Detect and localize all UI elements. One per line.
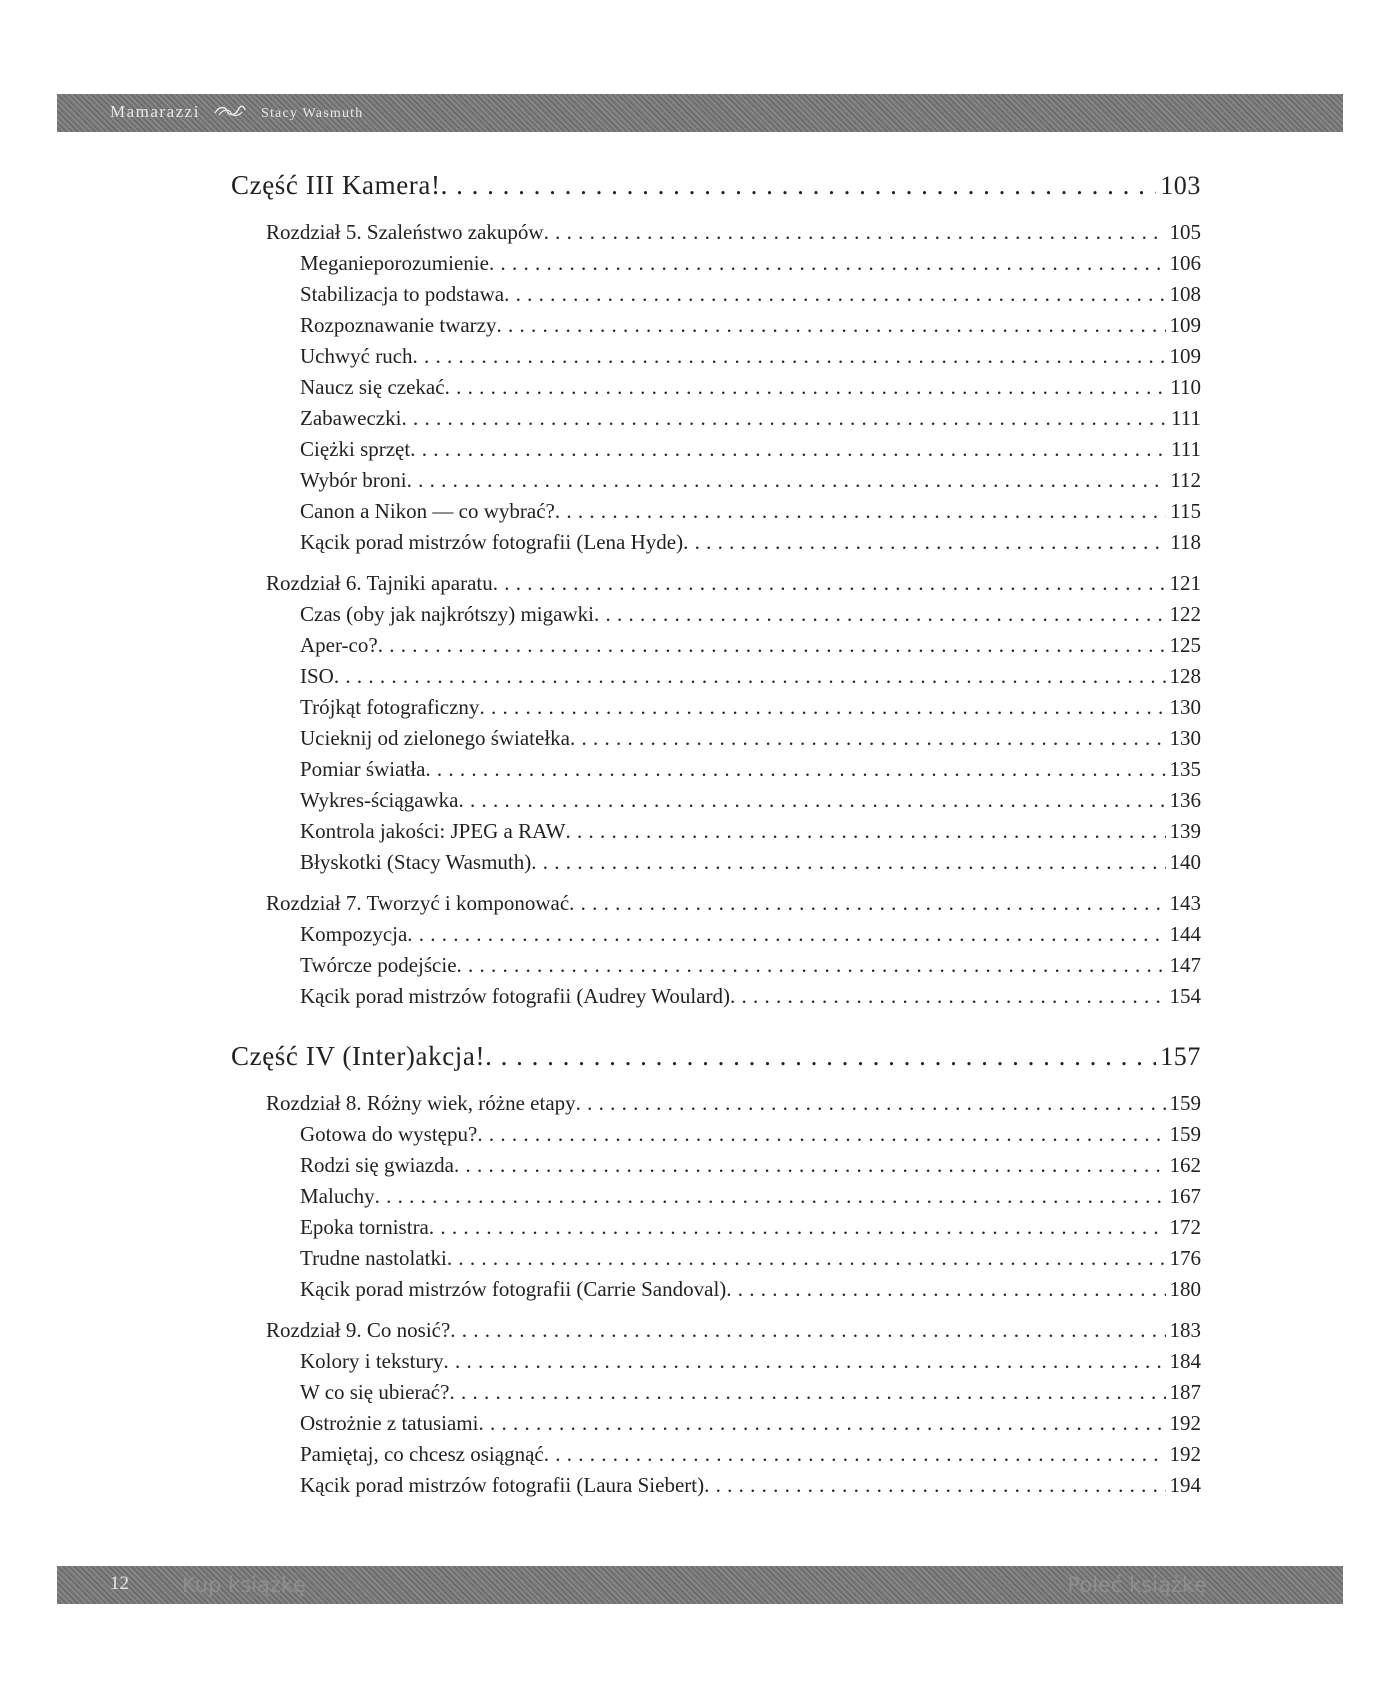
toc-part-entry[interactable] bbox=[231, 170, 1201, 214]
toc-section-entry-page-number: 162 bbox=[1169, 1153, 1201, 1177]
toc-section-entry-page-number: 176 bbox=[1169, 1246, 1201, 1270]
dot-leader bbox=[378, 633, 1166, 658]
dot-leader bbox=[449, 1380, 1165, 1405]
dot-leader bbox=[443, 1349, 1165, 1374]
toc-section-entry-page-number: 192 bbox=[1169, 1411, 1201, 1435]
dot-leader bbox=[447, 1246, 1166, 1271]
toc-section-entry[interactable] bbox=[231, 1153, 1201, 1184]
toc-chapter-entry[interactable] bbox=[231, 1091, 1201, 1122]
dot-leader bbox=[477, 1122, 1165, 1147]
toc-section-entry-page-number: 180 bbox=[1169, 1277, 1201, 1301]
toc-section-entry[interactable] bbox=[231, 1122, 1201, 1153]
dot-leader bbox=[459, 788, 1166, 813]
toc-part-entry-title: Część III Kamera! bbox=[231, 170, 441, 200]
toc-section-entry-title: Zabaweczki bbox=[300, 406, 402, 430]
toc-section-entry-page-number: 136 bbox=[1169, 788, 1201, 812]
toc-section-entry-title: Trójkąt fotograficzny bbox=[300, 695, 480, 719]
dot-leader bbox=[478, 1411, 1165, 1436]
toc-section-entry[interactable] bbox=[231, 251, 1201, 282]
dot-leader bbox=[425, 757, 1165, 782]
dot-leader bbox=[479, 695, 1165, 720]
toc-section-entry-title: Canon a Nikon — co wybrać? bbox=[300, 499, 555, 523]
dot-leader bbox=[726, 1277, 1165, 1302]
toc-section-entry-title: Epoka tornistra bbox=[300, 1215, 429, 1239]
toc-section-entry[interactable] bbox=[231, 819, 1201, 850]
toc-section-entry-page-number: 144 bbox=[1169, 922, 1201, 946]
dot-leader bbox=[441, 170, 1157, 201]
dot-leader bbox=[576, 1091, 1166, 1116]
toc-section-entry[interactable] bbox=[231, 1473, 1201, 1504]
toc-section-entry-page-number: 122 bbox=[1169, 602, 1201, 626]
dot-leader bbox=[445, 375, 1167, 400]
toc-section-entry-title: Czas (oby jak najkrótszy) migawki bbox=[300, 602, 594, 626]
toc-section-entry[interactable] bbox=[231, 633, 1201, 664]
toc-chapter-entry[interactable] bbox=[231, 571, 1201, 602]
toc-chapter-entry[interactable] bbox=[231, 1318, 1201, 1349]
buy-book-link[interactable]: Kup książkę bbox=[182, 1573, 306, 1597]
toc-section-entry-page-number: 130 bbox=[1169, 726, 1201, 750]
toc-section-entry-title: Kącik porad mistrzów fotografii (Lena Hyde) bbox=[300, 530, 684, 554]
toc-chapter-entry-title: Rozdział 7. Tworzyć i komponować bbox=[266, 891, 570, 915]
toc-chapter-entry-title: Rozdział 9. Co nosić? bbox=[266, 1318, 451, 1342]
toc-part-entry-page-number: 103 bbox=[1160, 171, 1201, 200]
toc-section-entry[interactable] bbox=[231, 344, 1201, 375]
toc-section-entry-title: W co się ubierać? bbox=[300, 1380, 450, 1404]
toc-section-entry[interactable] bbox=[231, 1380, 1201, 1411]
toc-section-entry-page-number: 109 bbox=[1169, 313, 1201, 337]
dot-leader bbox=[457, 953, 1166, 978]
toc-section-entry-title: Kontrola jakości: JPEG a RAW bbox=[300, 819, 566, 843]
toc-section-entry-title: Wybór broni bbox=[300, 468, 407, 492]
toc-section-entry-page-number: 115 bbox=[1170, 499, 1201, 523]
toc-section-entry[interactable] bbox=[231, 726, 1201, 757]
dot-leader bbox=[429, 1215, 1166, 1240]
page-footer bbox=[57, 1566, 1343, 1604]
toc-section-entry-page-number: 172 bbox=[1169, 1215, 1201, 1239]
toc-section-entry[interactable] bbox=[231, 406, 1201, 437]
author-name: Stacy Wasmuth bbox=[260, 106, 364, 121]
running-header bbox=[57, 94, 1343, 132]
toc-section-entry[interactable] bbox=[231, 313, 1201, 344]
toc-section-entry-title: Kolory i tekstury bbox=[300, 1349, 444, 1373]
toc-section-entry[interactable] bbox=[231, 1411, 1201, 1442]
toc-section-entry-page-number: 167 bbox=[1169, 1184, 1201, 1208]
toc-section-entry-title: Błyskotki (Stacy Wasmuth) bbox=[300, 850, 532, 874]
toc-section-entry-page-number: 140 bbox=[1169, 850, 1201, 874]
dot-leader bbox=[683, 530, 1166, 555]
dot-leader bbox=[413, 344, 1166, 369]
toc-section-entry[interactable] bbox=[231, 1215, 1201, 1246]
dot-leader bbox=[531, 850, 1165, 875]
recommend-book-link[interactable]: Poleć książkę bbox=[1067, 1573, 1207, 1597]
toc-section-entry[interactable] bbox=[231, 850, 1201, 881]
toc-section-entry-page-number: 184 bbox=[1169, 1349, 1201, 1373]
toc-section-entry-title: Maluchy bbox=[300, 1184, 375, 1208]
swirl-ornament-icon bbox=[213, 104, 247, 123]
table-of-contents bbox=[231, 170, 1201, 1504]
toc-section-entry[interactable] bbox=[231, 788, 1201, 819]
toc-section-entry-title: ISO bbox=[300, 664, 334, 688]
dot-leader bbox=[454, 1153, 1166, 1178]
book-title: Mamarazzi bbox=[110, 102, 200, 121]
toc-chapter-entry-page-number: 183 bbox=[1169, 1318, 1201, 1342]
toc-section-entry-page-number: 106 bbox=[1169, 251, 1201, 275]
toc-section-entry-title: Trudne nastolatki bbox=[300, 1246, 447, 1270]
toc-section-entry-title: Gotowa do występu? bbox=[300, 1122, 478, 1146]
toc-section-entry[interactable] bbox=[231, 922, 1201, 953]
dot-leader bbox=[555, 499, 1166, 524]
toc-chapter-entry-page-number: 159 bbox=[1169, 1091, 1201, 1115]
toc-chapter-entry-page-number: 143 bbox=[1169, 891, 1201, 915]
toc-section-entry-page-number: 194 bbox=[1169, 1473, 1201, 1497]
toc-section-entry[interactable] bbox=[231, 282, 1201, 313]
toc-section-entry-title: Kącik porad mistrzów fotografii (Laura Siebert) bbox=[300, 1473, 705, 1497]
toc-section-entry[interactable] bbox=[231, 1277, 1201, 1308]
toc-section-entry-page-number: 125 bbox=[1169, 633, 1201, 657]
toc-section-entry-page-number: 130 bbox=[1169, 695, 1201, 719]
toc-section-entry[interactable] bbox=[231, 437, 1201, 468]
dot-leader bbox=[401, 406, 1167, 431]
toc-section-entry-title: Uchwyć ruch bbox=[300, 344, 413, 368]
toc-section-entry-page-number: 135 bbox=[1169, 757, 1201, 781]
dot-leader bbox=[565, 819, 1165, 844]
toc-section-entry-title: Pomiar światła bbox=[300, 757, 426, 781]
toc-section-entry-title: Stabilizacja to podstawa bbox=[300, 282, 505, 306]
toc-chapter-entry-page-number: 121 bbox=[1169, 571, 1201, 595]
toc-section-entry-title: Aper-co? bbox=[300, 633, 378, 657]
dot-leader bbox=[407, 468, 1167, 493]
toc-section-entry-page-number: 110 bbox=[1170, 375, 1201, 399]
toc-section-entry-page-number: 111 bbox=[1171, 406, 1201, 430]
toc-section-entry-page-number: 187 bbox=[1169, 1380, 1201, 1404]
toc-section-entry-title: Ostrożnie z tatusiami bbox=[300, 1411, 479, 1435]
toc-part-entry[interactable] bbox=[231, 1041, 1201, 1085]
toc-section-entry[interactable] bbox=[231, 695, 1201, 726]
toc-chapter-entry[interactable] bbox=[231, 220, 1201, 251]
toc-section-entry-title: Ucieknij od zielonego światełka bbox=[300, 726, 570, 750]
toc-section-entry-page-number: 118 bbox=[1170, 530, 1201, 554]
dot-leader bbox=[570, 726, 1166, 751]
toc-chapter-entry-title: Rozdział 5. Szaleństwo zakupów bbox=[266, 220, 544, 244]
dot-leader bbox=[594, 602, 1166, 627]
toc-section-entry-page-number: 154 bbox=[1169, 984, 1201, 1008]
dot-leader bbox=[504, 282, 1165, 307]
dot-leader bbox=[410, 437, 1167, 462]
toc-part-entry-page-number: 157 bbox=[1160, 1042, 1201, 1071]
toc-section-entry[interactable] bbox=[231, 1184, 1201, 1215]
toc-section-entry[interactable] bbox=[231, 984, 1201, 1015]
dot-leader bbox=[704, 1473, 1165, 1498]
toc-section-entry-title: Pamiętaj, co chcesz osiągnąć bbox=[300, 1442, 544, 1466]
toc-section-entry-title: Rozpoznawanie twarzy bbox=[300, 313, 497, 337]
dot-leader bbox=[569, 891, 1165, 916]
dot-leader bbox=[544, 220, 1166, 245]
toc-section-entry[interactable] bbox=[231, 468, 1201, 499]
toc-section-entry-title: Kącik porad mistrzów fotografii (Carrie Sandoval) bbox=[300, 1277, 727, 1301]
toc-section-entry-title: Kącik porad mistrzów fotografii (Audrey Woulard) bbox=[300, 984, 731, 1008]
toc-section-entry[interactable] bbox=[231, 602, 1201, 633]
toc-chapter-entry-title: Rozdział 6. Tajniki aparatu bbox=[266, 571, 493, 595]
toc-section-entry[interactable] bbox=[231, 499, 1201, 530]
dot-leader bbox=[544, 1442, 1166, 1467]
toc-chapter-entry-page-number: 105 bbox=[1169, 220, 1201, 244]
toc-section-entry-page-number: 111 bbox=[1171, 437, 1201, 461]
toc-section-entry-page-number: 192 bbox=[1169, 1442, 1201, 1466]
toc-section-entry-page-number: 108 bbox=[1169, 282, 1201, 306]
toc-section-entry[interactable] bbox=[231, 375, 1201, 406]
toc-section-entry[interactable] bbox=[231, 1442, 1201, 1473]
toc-section-entry-title: Kompozycja bbox=[300, 922, 408, 946]
toc-section-entry[interactable] bbox=[231, 757, 1201, 788]
dot-leader bbox=[485, 1041, 1156, 1072]
toc-section-entry-page-number: 109 bbox=[1169, 344, 1201, 368]
toc-section-entry-page-number: 147 bbox=[1169, 953, 1201, 977]
dot-leader bbox=[375, 1184, 1166, 1209]
toc-chapter-entry[interactable] bbox=[231, 891, 1201, 922]
dot-leader bbox=[497, 313, 1166, 338]
page-number: 12 bbox=[110, 1573, 129, 1594]
toc-section-entry-title: Naucz się czekać bbox=[300, 375, 445, 399]
toc-section-entry[interactable] bbox=[231, 530, 1201, 561]
toc-section-entry[interactable] bbox=[231, 1246, 1201, 1277]
dot-leader bbox=[407, 922, 1165, 947]
toc-section-entry-page-number: 139 bbox=[1169, 819, 1201, 843]
toc-section-entry[interactable] bbox=[231, 1349, 1201, 1380]
toc-section-entry-title: Ciężki sprzęt bbox=[300, 437, 411, 461]
dot-leader bbox=[489, 251, 1166, 276]
toc-section-entry-page-number: 112 bbox=[1170, 468, 1201, 492]
toc-part-entry-title: Część IV (Inter)akcja! bbox=[231, 1041, 486, 1071]
toc-section-entry-title: Wykres-ściągawka bbox=[300, 788, 459, 812]
dot-leader bbox=[493, 571, 1166, 596]
toc-section-entry[interactable] bbox=[231, 953, 1201, 984]
toc-section-entry-title: Rodzi się gwiazda bbox=[300, 1153, 454, 1177]
toc-section-entry-title: Twórcze podejście bbox=[300, 953, 457, 977]
dot-leader bbox=[730, 984, 1165, 1009]
running-header-text bbox=[110, 102, 363, 123]
toc-section-entry[interactable] bbox=[231, 664, 1201, 695]
toc-chapter-entry-title: Rozdział 8. Różny wiek, różne etapy bbox=[266, 1091, 576, 1115]
dot-leader bbox=[450, 1318, 1165, 1343]
dot-leader bbox=[334, 664, 1166, 689]
toc-section-entry-page-number: 159 bbox=[1169, 1122, 1201, 1146]
toc-section-entry-page-number: 128 bbox=[1169, 664, 1201, 688]
toc-section-entry-title: Meganieporozumienie bbox=[300, 251, 489, 275]
